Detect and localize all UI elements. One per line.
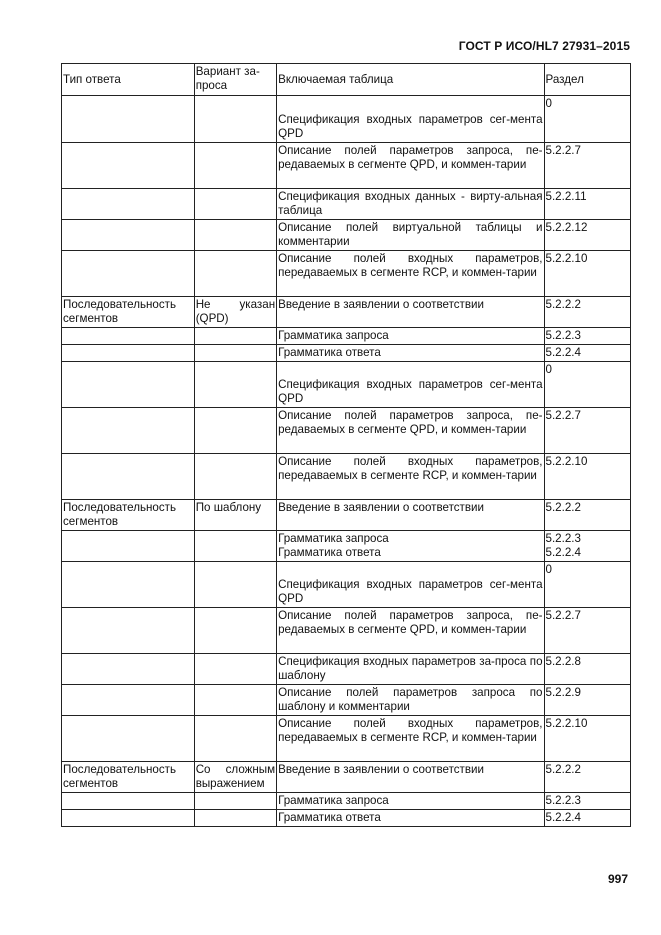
header-included-table: Включаемая таблица xyxy=(277,64,544,96)
response-type-cell xyxy=(62,454,195,500)
table-row xyxy=(62,562,631,608)
section-cell: 5.2.2.3 5.2.2.4 xyxy=(544,531,630,562)
included-table-cell: Грамматика запроса xyxy=(277,793,544,810)
response-type-cell xyxy=(62,531,195,562)
section-cell: 5.2.2.4 xyxy=(544,345,630,362)
page-number: 997 xyxy=(607,872,628,886)
response-type-cell xyxy=(62,143,195,189)
response-type-cell xyxy=(62,251,195,297)
included-table-cell: Введение в заявлении о соответствии xyxy=(277,297,544,328)
section-cell: 5.2.2.2 xyxy=(544,500,630,531)
header-section: Раздел xyxy=(544,64,630,96)
table-row xyxy=(62,96,631,143)
included-table-cell: Грамматика запроса Грамматика ответа xyxy=(277,531,544,562)
query-variant-cell xyxy=(194,328,276,345)
section-cell: 5.2.2.8 xyxy=(544,654,630,685)
section-cell: 5.2.2.10 xyxy=(544,716,630,762)
section-cell: 5.2.2.7 xyxy=(544,608,630,654)
response-type-cell xyxy=(62,608,195,654)
table-row xyxy=(62,328,631,345)
query-variant-cell xyxy=(194,562,276,608)
query-variant-cell xyxy=(194,793,276,810)
table-row xyxy=(62,762,631,793)
included-table-cell: Описание полей параметров запроса, пе-редаваемых в сегменте QPD, и коммен-тарии xyxy=(277,608,544,654)
table-row xyxy=(62,251,631,297)
included-table-cell: Грамматика запроса xyxy=(277,328,544,345)
response-type-cell xyxy=(62,562,195,608)
response-type-cell xyxy=(62,362,195,408)
table-row xyxy=(62,654,631,685)
table-row xyxy=(62,608,631,654)
section-cell: 5.2.2.10 xyxy=(544,251,630,297)
table-row xyxy=(62,454,631,500)
table-body xyxy=(62,96,631,827)
response-type-cell: Последовательность сегментов xyxy=(62,762,195,793)
table-row xyxy=(62,189,631,220)
query-variant-cell xyxy=(194,810,276,827)
document-standard-header: ГОСТ Р ИСО/HL7 27931–2015 xyxy=(458,39,630,53)
query-variant-cell: Со сложным выражением xyxy=(194,762,276,793)
included-table-cell: Спецификация входных параметров за-проса по шаблону xyxy=(277,654,544,685)
included-table-cell: Спецификация входных параметров сег-мента QPD xyxy=(277,96,544,143)
included-table-cell: Описание полей параметров запроса по шаблону и комментарии xyxy=(277,685,544,716)
included-table-cell: Описание полей входных параметров, передаваемых в сегменте RCP, и коммен-тарии xyxy=(277,454,544,500)
included-table-cell: Введение в заявлении о соответствии xyxy=(277,762,544,793)
query-variant-cell: По шаблону xyxy=(194,500,276,531)
included-table-cell: Спецификация входных параметров сег-мента QPD xyxy=(277,362,544,408)
response-type-cell xyxy=(62,220,195,251)
query-variant-cell xyxy=(194,454,276,500)
section-cell: 5.2.2.2 xyxy=(544,762,630,793)
query-variant-cell xyxy=(194,96,276,143)
table-row xyxy=(62,297,631,328)
table-header-row xyxy=(62,64,631,96)
response-type-cell xyxy=(62,328,195,345)
query-variant-cell: Не указан (QPD) xyxy=(194,297,276,328)
query-variant-cell xyxy=(194,716,276,762)
query-variant-cell xyxy=(194,654,276,685)
table-row xyxy=(62,220,631,251)
section-cell: 5.2.2.7 xyxy=(544,408,630,454)
query-variant-cell xyxy=(194,408,276,454)
response-type-cell xyxy=(62,810,195,827)
response-type-cell xyxy=(62,345,195,362)
table-row xyxy=(62,345,631,362)
section-cell: 5.2.2.9 xyxy=(544,685,630,716)
query-variant-cell xyxy=(194,143,276,189)
query-variant-cell xyxy=(194,189,276,220)
section-cell: 0 xyxy=(544,562,630,608)
query-variant-cell xyxy=(194,362,276,408)
included-table-cell: Описание полей параметров запроса, пе-редаваемых в сегменте QPD, и коммен-тарии xyxy=(277,143,544,189)
response-type-cell: Последовательность сегментов xyxy=(62,297,195,328)
section-cell: 5.2.2.4 xyxy=(544,810,630,827)
included-table-cell: Спецификация входных параметров сег-мента QPD xyxy=(277,562,544,608)
response-type-cell xyxy=(62,96,195,143)
query-variant-cell xyxy=(194,251,276,297)
section-cell: 5.2.2.3 xyxy=(544,793,630,810)
included-table-cell: Описание полей входных параметров, передаваемых в сегменте RCP, и коммен-тарии xyxy=(277,716,544,762)
table-row xyxy=(62,685,631,716)
included-table-cell: Описание полей виртуальной таблицы и комментарии xyxy=(277,220,544,251)
section-cell: 5.2.2.7 xyxy=(544,143,630,189)
query-variant-cell xyxy=(194,345,276,362)
query-variant-cell xyxy=(194,531,276,562)
included-table-cell: Спецификация входных данных - вирту-альная таблица xyxy=(277,189,544,220)
response-type-cell xyxy=(62,793,195,810)
table-row xyxy=(62,408,631,454)
response-type-cell xyxy=(62,654,195,685)
included-table-cell: Описание полей входных параметров, передаваемых в сегменте RCP, и коммен-тарии xyxy=(277,251,544,297)
header-query-variant: Вариант за- проса xyxy=(194,64,276,96)
section-cell: 5.2.2.2 xyxy=(544,297,630,328)
inclusion-table xyxy=(61,63,631,827)
table-row xyxy=(62,716,631,762)
section-cell: 5.2.2.11 xyxy=(544,189,630,220)
table-row xyxy=(62,810,631,827)
section-cell: 5.2.2.10 xyxy=(544,454,630,500)
table-row xyxy=(62,531,631,562)
section-cell: 5.2.2.12 xyxy=(544,220,630,251)
included-table-cell: Грамматика ответа xyxy=(277,810,544,827)
table-row xyxy=(62,362,631,408)
response-type-cell xyxy=(62,716,195,762)
table-row xyxy=(62,793,631,810)
section-cell: 5.2.2.3 xyxy=(544,328,630,345)
header-response-type: Тип ответа xyxy=(62,64,195,96)
response-type-cell xyxy=(62,408,195,454)
response-type-cell: Последовательность сегментов xyxy=(62,500,195,531)
included-table-cell: Введение в заявлении о соответствии xyxy=(277,500,544,531)
section-cell: 0 xyxy=(544,362,630,408)
query-variant-cell xyxy=(194,220,276,251)
query-variant-cell xyxy=(194,685,276,716)
query-variant-cell xyxy=(194,608,276,654)
included-table-cell: Описание полей параметров запроса, пе-редаваемых в сегменте QPD, и коммен-тарии xyxy=(277,408,544,454)
included-table-cell: Грамматика ответа xyxy=(277,345,544,362)
table-row xyxy=(62,143,631,189)
response-type-cell xyxy=(62,685,195,716)
response-type-cell xyxy=(62,189,195,220)
section-cell: 0 xyxy=(544,96,630,143)
table-row xyxy=(62,500,631,531)
